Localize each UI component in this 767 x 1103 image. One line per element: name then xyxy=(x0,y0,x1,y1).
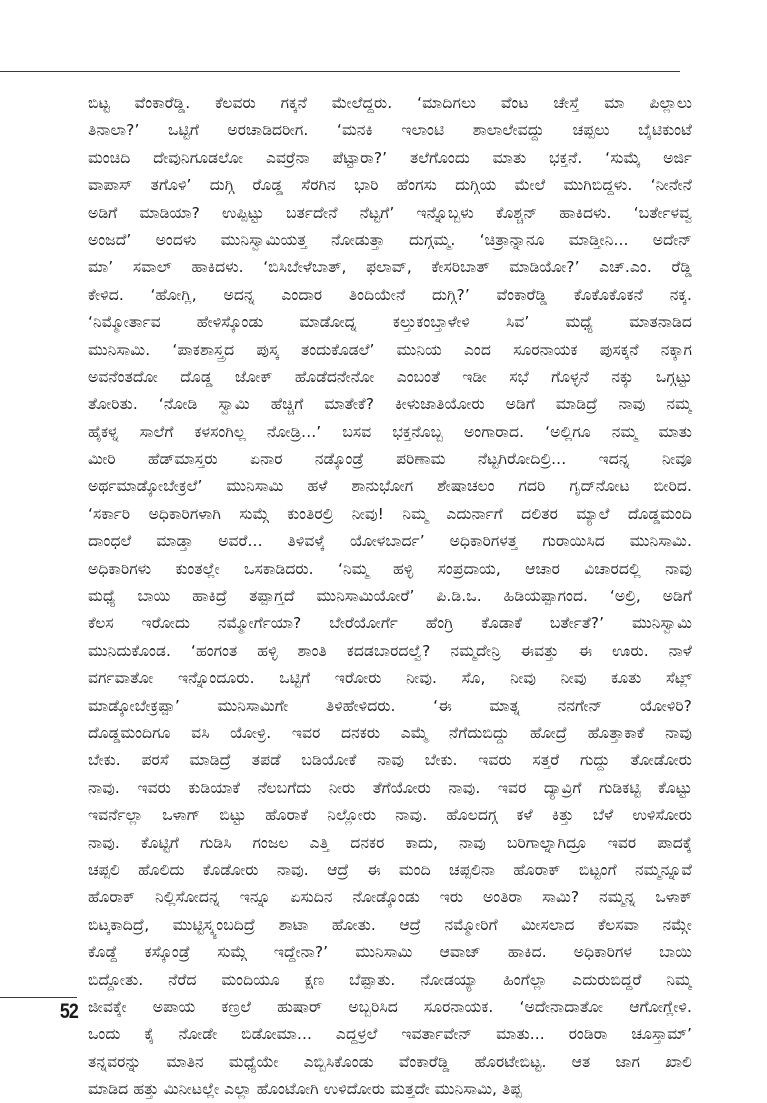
text-line: ತನ್ನವರನ್ನು ಮಾತಿನ ಮಧ್ಯೆಯೇ ಎಬ್ಬಿಸಿಕೊಂಡು ವೆಂಕಾರೆಡ್ಡಿ ಹೊರಟೇಬಿಟ್ಟ. ಆತ ಜಾಗ ಖಾಲಿ xyxy=(88,1052,692,1071)
text-line: ಮಂಚಿದಿ ದೇವುನಿಗೂಡಲೋ ಎವರ್ರೆನಾ ಪೆಟ್ಟಾರಾ?’ ತಲೆಗೊಂದು ಮಾತು ಭಕ್ತನೆ. ‘ಸುಮ್ಕೆ ಅರ್ಜಿ xyxy=(88,148,692,167)
text-line: ‘ಸರ್ಕಾರಿ ಅಧಿಕಾರಿಗಳಾಗಿ ಸುಮ್ಗೆ ಕುಂತಿರಲ್ರಿ ನೀವು! ನಿಮ್ಮ ಎದುರ್ನಾಗೆ ದಲಿತರ ಮ್ಯಾಲೆ ದೊಡ್ಡಮಂದಿ xyxy=(88,504,692,523)
text-line: ಹೊರಾಕ್ ನಿಲ್ಲಿಸೋದನ್ನ ಇನ್ನೂ ಏಸುದಿನ ನೋಡ್ಕೊಂಡು ಇರು ಅಂತಿರಾ ಸಾಮಿ? ನಮ್ಮನ್ನ ಒಳಾಕ್ xyxy=(88,888,692,907)
text-line: ನಾವು. ಇವರು ಕುಡಿಯಾಕೆ ನೆಲಬಗೆದು ನೀರು ತೆಗೆಯೋರು ನಾವು. ಇವರ ದ್ಯಾವ್ರಿಗೆ ಗುಡಿಕಟ್ಟಿ ಕೊಟ್ಟು xyxy=(88,778,692,797)
text-line: ತೋರಿತು. ‘ನೋಡಿ ಸ್ವಾಮಿ ಹೆಚ್ಚಿಗೆ ಮಾತೇಕೆ? ಕೀಳುಜಾತಿಯೋರು ಅಡಿಗೆ ಮಾಡಿದ್ರೆ ನಾವು ನಮ್ಮ xyxy=(88,395,692,414)
text-line: ಬೇಕು. ಪರಸೆ ಮಾಡಿದ್ರೆ ತಪಡೆ ಬಡಿಯೋಕೆ ನಾವು ಬೇಕು. ಇವರು ಸತ್ತರೆ ಗುದ್ದು ತೋಡೋರು xyxy=(88,751,692,770)
text-line: ಅಂಜದೆ’ ಅಂದಳು ಮುನಿಸ್ವಾಮಿಯತ್ತ ನೋಡುತ್ತಾ ದುಗ್ಗಮ್ಮ. ‘ಚಿತ್ರಾನ್ನಾನೂ ಮಾಡ್ತೀನಿ... ಅದೇನ್ xyxy=(88,230,692,249)
text-line: ಮಾ’ ಸವಾಲ್ ಹಾಕಿದಳು. ‘ಬಿಸಿಬೇಳೆಬಾತ್, ಫಲಾವ್, ಕೇಸರಿಬಾತ್ ಮಾಡಿಯೋ?’ ಎಚ್.ಎಂ. ರೆಡ್ಡಿ xyxy=(88,258,692,277)
text-line: ಒಂದು ಕೈ ನೋಡೇ ಬಿಡೋಮಾ... ಎದ್ದಳ್ರಲೆ ಇವರ್ತಾವೇನ್ ಮಾತು... ರಂಡಿರಾ ಚೂಸ್ತಾಮ್’ xyxy=(88,1025,692,1044)
text-line: ದಾಂಧಲೆ ಮಾಡ್ತಾ ಅವರೆ... ತಿಳಿವಳ್ಕೆ ಯೋಳಬಾರ್ದ’ ಅಧಿಕಾರಿಗಳತ್ತ ಗುರಾಯಿಸಿದ ಮುನಿಸಾಮಿ. xyxy=(88,532,692,551)
text-line: ಅರ್ಥಮಾಡ್ಕೋಬೇಕ್ರಲೆ’ ಮುನಿಸಾಮಿ ಹಳೆ ಶಾನುಭೋಗ ಶೇಷಾಚಲಂ ಗದರಿ ಗೃದ್‌ನೋಟ ಬೀರಿದ. xyxy=(88,477,692,496)
text-line: ವರ್ಗವಾತೋ ಇನ್ನೊಂದೂರು. ಒಟ್ಟಿಗೆ ಇರೋರು ನೀವು. ಸೊ, ನೀವು ನೀವು ಕೂತು ಸೆಟ್ಲ್ xyxy=(88,669,692,688)
text-line: ಕೆಲಸ ಇರೋದು ನಮ್ಮೋರ್ಗೆಯಾ? ಬೇರೆಯೋರ್ಗೆ ಹೆಂಗ್ರಿ ಕೊಡಾಕೆ ಬರ್ತೇತೆ?’ ಮುನಿಸ್ವಾಮಿ xyxy=(88,614,692,633)
text-line: ಕೇಳಿದ. ‘ಹೋಗ್ಲಿ, ಅದನ್ನ ಎಂದಾರ ತಿಂದಿಯೇನೆ ದುಗ್ಗಿ?’ ವೆಂಕಾರೆಡ್ಡಿ ಕೊಕೊಕೊಕನೆ ನಕ್ಕ. xyxy=(88,285,692,304)
page-number: 52 xyxy=(59,1000,78,1023)
text-line: ಮಾಡಿದ ಹತ್ತು ಮಿನೀಟಲ್ಲೇ ಎಲ್ಲಾ ಹೊಂಟೋಗಿ ಉಳಿದೋರು ಮತ್ತದೇ ಮುನಿಸಾಮಿ, ತಿಪ್ಪ xyxy=(88,1080,522,1099)
text-line: ನಾವು. ಕೊಟ್ಟಿಗೆ ಗುಡಿಸಿ ಗಂಜಲ ಎತ್ತಿ ದನಕರ ಕಾದು, ನಾವು ಬರಿಗಾಲ್ನಾಗಿದ್ರೂ ಇವರ ಪಾದಕ್ಕೆ xyxy=(88,833,692,852)
text-line: ಮೀರಿ ಹೆಡ್‌ಮಾಸ್ತರು ಏನಾರ ನಡ್ಕೊಂಡ್ರೆ ಪರಿಣಾಮ ನೆಟ್ಟಗಿರೋದಿಲ್ರಿ... ಇದನ್ನ ನೀವೂ xyxy=(88,450,692,469)
text-line: ಕೊಡ್ದೆ ಕಸ್ಕೊಂಡ್ರೆ ಸುಮ್ಗೆ ಇದ್ದೇನಾ?’ ಮುನಿಸಾಮಿ ಆವಾಜ್ ಹಾಕಿದ. ಅಧಿಕಾರಿಗಳ ಬಾಯಿ xyxy=(88,943,692,962)
text-line: ಮಾಡ್ಕೋಬೇಕ್ರಪ್ಪಾ’ ಮುನಿಸಾಮಿಗೇ ತಿಳಿಹೇಳಿದರು. ‘ಈ ಮಾತ್ನ ನನಗೇನ್ ಯೋಳಿರಿ? xyxy=(88,696,692,715)
text-line: ಬಿಟ್ಕಕಾದಿದ್ರೆ, ಮುಟ್ಟಿಸ್ಕ್ಯಂಬದಿದ್ರೆ ಶಾಟಾ ಹೋತು. ಆದ್ರೆ ನಮ್ಮೋರಿಗೆ ಮೀಸಲಾದ ಕೆಲಸವಾ ನಮ್ಗೇ xyxy=(88,915,692,934)
text-line: ತಿನಾಲಾ?’ ಒಟ್ಟಿಗೆ ಅರಚಾಡಿದರೀಗ. ‘ಮನಕಿ ಇಲಾಂಟಿ ಶಾಲಾಲೇವದ್ದು ಚಪ್ಪಲು ಬೈಟಿಕುಂಟೆ xyxy=(88,121,692,140)
text-line: ಬಿದ್ದೋತು. ನೆರೆದ ಮಂದಿಯೂ ಕ್ಷಣ ಬೆಪ್ಪಾತು. ನೋಡಯ್ಯಾ ಹಿಂಗೆಲ್ಲಾ ಎದುರುಬಿದ್ದರೆ ನಿಮ್ಮ xyxy=(88,970,692,989)
header-rule xyxy=(0,71,680,72)
text-line: ಹೈಕಳ್ನ ಸಾಲೆಗೆ ಕಳಸಂಗಿಲ್ಲ ನೋಡ್ರಿ...’ ಬಸವ ಭಕ್ತನೊಬ್ಬ ಅಂಗಾರಾದ. ‘ಅಲ್ಲಿಗೂ ನಮ್ಮ ಮಾತು xyxy=(88,422,692,441)
text-line: ಮುನಿಸಾಮಿ. ‘ಪಾಕಶಾಸ್ತ್ರದ ಪುಸ್ಕ ತಂದುಕೊಡಲೆ’ ಮುನಿಯ ಎಂದ ಸೂರನಾಯಕ ಪುಸಕ್ಕನೆ ನಕ್ಕಾಗ xyxy=(88,340,692,359)
footer-rule xyxy=(0,997,77,998)
text-line: ಅವನೆಂತದೋ ದೊಡ್ಡ ಜೋಕ್ ಹೊಡೆದನೇನೋ ಎಂಬಂತೆ ಇಡೀ ಸಭೆ ಗೊಳ್ಳನೆ ನಕ್ಕು ಒಗ್ಗಟ್ಟು xyxy=(88,367,692,386)
text-line: ಚಪ್ಪಲಿ ಹೊಲಿದು ಕೊಡೋರು ನಾವು. ಆದ್ರೆ ಈ ಮಂದಿ ಚಪ್ಪಲಿನಾ ಹೊರಾಕ್ ಬಿಟ್ಟಂಗೆ ನಮ್ಮನ್ನೂವೆ xyxy=(88,860,692,879)
text-line: ಇವರ್ನೆಲ್ಲಾ ಒಳಾಗ್ ಬಿಟ್ಟು ಹೊರಾಕೆ ನಿಲ್ಲೋರು ನಾವು. ಹೊಲದಗ್ಗ ಕಳೆ ಕಿತ್ತು ಬೆಳೆ ಉಳಿಸೋರು xyxy=(88,806,692,825)
text-line: ಮಧ್ಯೆ ಬಾಯಿ ಹಾಕಿದ್ರೆ ತಪ್ಪಾಗ್ತದೆ ಮುನಿಸಾಮಿಯೋರೆ’ ಪಿ.ಡಿ.ಒ. ಹಿಡಿಯಪ್ಪಾಗಂದ. ‘ಅಲ್ರಿ, ಅಡಿಗೆ xyxy=(88,587,692,606)
text-line: ಅಧಿಕಾರಿಗಳು ಕುಂತಲ್ಲೇ ಒಸಕಾಡಿದರು. ‘ನಿಮ್ಮ ಹಳ್ಳಿ ಸಂಪ್ರದಾಯ, ಆಚಾರ ವಿಚಾರದಲ್ಲಿ ನಾವು xyxy=(88,559,692,578)
text-line: ಅಡಿಗೆ ಮಾಡಿಯಾ? ಉಪ್ಪಿಟ್ಟು ಬರ್ತದೇನೆ ನೆಟ್ಟಗೆ’ ಇನ್ನೊಬ್ಬಳು ಕೊಶ್ಚನ್ ಹಾಕಿದಳು. ‘ಬರ್ತೇಳವ್ವ xyxy=(88,203,692,222)
text-line: ‘ನಿಮ್ಮೋರ್ತಾವ ಹೇಳಿಸ್ಕೊಂಡು ಮಾಡೋದ್ನ ಕಲ್ತುಕಂಬ್ತಾಳೇಳಿ ಸಿವ’ ಮಧ್ಯೆ ಮಾತನಾಡಿದ xyxy=(88,313,692,332)
text-line: ದೊಡ್ಡಮಂದಿಗೂ ವಸಿ ಯೋಳ್ರಿ. ಇವರ ದನಕರು ಎಮ್ಮೆ ನೆಗೆದುಬಿದ್ದು ಹೋದ್ರೆ ಹೊತ್ತಾಕಾಕೆ ನಾವು xyxy=(88,723,692,742)
body-text xyxy=(88,90,692,1103)
text-line: ಮುನಿದುಕೊಂಡ. ‘ಹಂಗಂತ ಹಳ್ಳಿ ಶಾಂತಿ ಕದಡಬಾರದಲ್ವೆ? ನಮ್ಮದೇನ್ರಿ ಈವತ್ತು ಈ ಊರು. ನಾಳೆ xyxy=(88,641,692,660)
text-line: ವಾಪಾಸ್ ತಗೊಳಿ’ ದುಗ್ಗಿ ರೊಡ್ಡ ಸೆರಗಿನ ಭಾರಿ ಹೆಂಗಸು ದುಗ್ಗಿಯ ಮೇಲೆ ಮುಗಿಬಿದ್ದಳು. ‘ನೀನೇನೆ xyxy=(88,176,692,195)
text-line: ಬಿಟ್ಟ ವೆಂಕಾರೆಡ್ಡಿ. ಕೆಲವರು ಗಕ್ಕನೆ ಮೇಲೆದ್ದರು. ‘ಮಾದಿಗಲು ವೆಂಟ ಚೇಸ್ತೆ ಮಾ ಪಿಲ್ಲಾಲು xyxy=(88,94,692,112)
text-line: ಜೀವಕ್ಕೇ ಅಪಾಯ ಕಣ್ರಲೆ ಹುಷಾರ್ ಅಬ್ಬರಿಸಿದ ಸೂರನಾಯಕ. ‘ಅದೇನಾದಾತೋ ಆಗೋಗ್ಲೇಳಿ. xyxy=(88,997,692,1016)
